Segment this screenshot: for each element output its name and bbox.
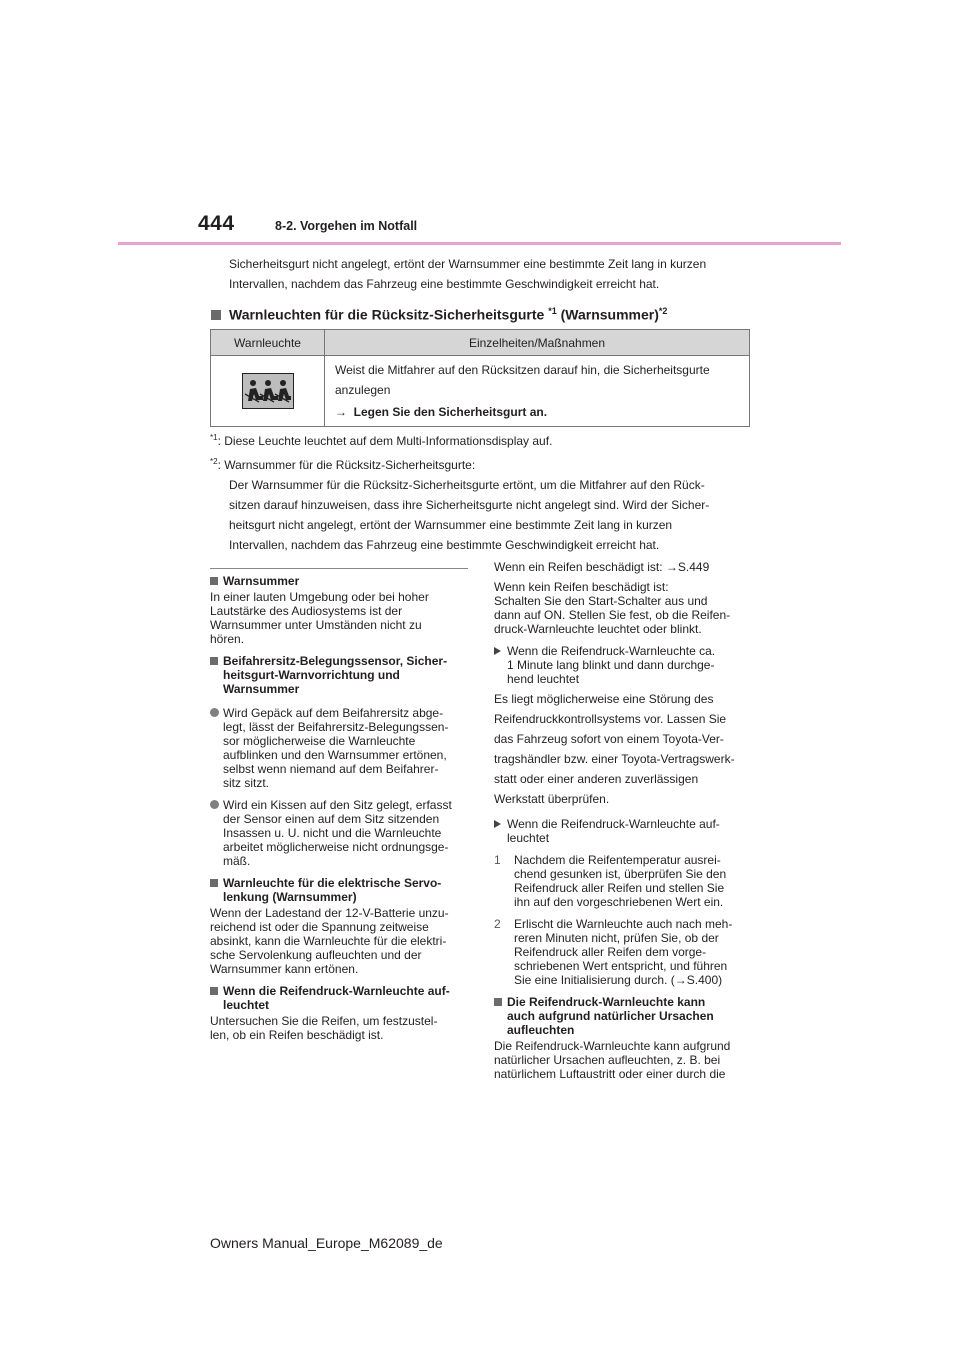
right-column: Wenn ein Reifen beschädigt ist: →S.449 Wenn kein Reifen beschädigt ist: Schalten Sie den Start-Schalter aus und dann auf ON. Stellen Sie fest, ob die Reifen- druck-Warnleuchte leuchtet oder blinkt. Wenn die Reifendruck-Warnleuchte ca. 1 Minute lang blinkt und dann durchge- hend leuchtet Es liegt möglicherweise eine Störung des Reifendruckkontrollsystems vor. Lassen Sie das Fahrzeug sofort von einem Toyota-Ver- tragshändler bzw. einer Toyota-Vertragswerk- statt oder einer anderen zuverlässigen Werkstatt überprüfen. Wenn die Reifendruck-Warnleuchte auf- leuchtet 1 Nachdem die Reifentemperatur ausrei- chend gesunken ist, überprüfen Sie den Reifendruck aller Reifen und stellen Sie ihn auf den vorgeschriebenen Wert ein. 2 Erlischt die Warnleuchte auch nach meh- reren Minuten nicht, prüfen Sie, ob der Reifendruck aller Reifen dem vorge- schriebenen Wert entspricht, und führen Sie eine Initialisierung durch. (→S.400) Die Reifendruck-Warnleuchte kann auch aufgrund natürlicher Ursachen aufleuchten Die Reifendruck-Warnleuchte kann aufgrund natürlicher Ursachen aufleuchten, z. B. bei natürlichem Luftaustritt oder einer durch die: [494, 560, 756, 1081]
subheading-power-steering: Warnleuchte für die elektrische Servo- lenkung (Warnsummer): [210, 876, 472, 904]
table-header: Warnleuchte: [211, 330, 325, 356]
square-bullet-icon: [210, 879, 218, 887]
column-divider: [210, 568, 468, 569]
intro-line: Intervallen, nachdem das Fahrzeug eine bestimmte Geschwindigkeit erreicht hat.: [229, 277, 660, 291]
footer-text: Owners Manual_Europe_M62089_de: [210, 1235, 443, 1251]
step-number: 1: [494, 853, 501, 867]
subheading-warnsummer: Warnsummer: [210, 574, 472, 588]
section-heading: Warnleuchten für die Rücksitz-Sicherheitsgurte $^{*1}$ (Warnsummer)$^{*2}$: [211, 306, 667, 323]
page-number: 444: [198, 212, 235, 235]
page-reference: →S.449: [665, 560, 710, 574]
table-row: [211, 356, 750, 427]
table-header-row: [211, 330, 750, 356]
step-item: 1 Nachdem die Reifentemperatur ausrei- chend gesunken ist, überprüfen Sie den Reifendruck aller Reifen und stellen Sie ihn auf den vorgeschriebenen Wert ein.: [494, 853, 727, 909]
subheading-passenger-sensor: Beifahrersitz-Belegungssensor, Sicher- heitsgurt-Warnvorrichtung und Warnsummer: [210, 654, 472, 696]
tire-damaged-line: Wenn ein Reifen beschädigt ist: →S.449: [494, 560, 710, 574]
header-divider: [118, 242, 841, 245]
warning-light-table: [210, 329, 750, 427]
table-cell-icon: [211, 356, 325, 427]
page-reference-line: Sie eine Initialisierung durch. (→S.400): [514, 973, 723, 987]
footnote-2: $^{*2}$: Warnsummer für die Rücksitz-Sicherheitsgurte: Der Warnsummer für die Rücksitz-Sicherheitsgurte ertönt, um die Mitfahrer auf den Rück- sitzen darauf hinzuweisen, dass ihre Sicherheitsgurte nicht angelegt sind. Wird der Sicher- heitsgurt nicht angelegt, ertönt der Warnsummer eine bestimmte Zeit lang in kurzen Intervallen, nachdem das Fahrzeug eine bestimmte Geschwindigkeit erreicht hat.: [210, 457, 710, 552]
section-title: 8-2. Vorgehen im Notfall: [275, 219, 418, 233]
footnote-1: $^{*1}$: Diese Leuchte leuchtet auf dem Multi-Informationsdisplay auf.: [210, 433, 553, 448]
rear-seatbelt-warning-icon: [242, 373, 294, 409]
condition-item: Wenn die Reifendruck-Warnleuchte auf- leuchtet: [494, 817, 756, 845]
square-bullet-icon: [211, 310, 221, 320]
list-item: Wird ein Kissen auf den Sitz gelegt, erfasst der Sensor einen auf dem Sitz sitzenden Insassen u. U. nicht und die Warnleuchte arbeitet möglicherweise nicht ordnungsge- mäß.: [210, 798, 472, 868]
square-bullet-icon: [494, 998, 502, 1006]
subheading-natural-causes: Die Reifendruck-Warnleuchte kann auch aufgrund natürlicher Ursachen aufleuchten: [494, 995, 756, 1037]
action-text: Legen Sie den Sicherheitsgurt an.: [353, 405, 548, 419]
square-bullet-icon: [210, 657, 218, 665]
step-item: 2 Erlischt die Warnleuchte auch nach meh- reren Minuten nicht, prüfen Sie, ob der Reifendruck aller Reifen dem vorge- schriebenen Wert entspricht, und führen Sie eine Initialisierung durch. (→S.400): [494, 917, 756, 987]
bullet-dot-icon: [210, 708, 219, 717]
arrow-icon: →: [335, 405, 347, 419]
square-bullet-icon: [210, 577, 218, 585]
condition-item: Wenn die Reifendruck-Warnleuchte ca. 1 Minute lang blinkt und dann durchge- hend leuchtet: [494, 644, 756, 686]
intro-paragraph: [229, 254, 769, 294]
bullet-dot-icon: [210, 800, 219, 809]
table-header: Einzelheiten/Maßnahmen: [325, 330, 750, 356]
step-number: 2: [494, 917, 501, 931]
table-cell-details: Weist die Mitfahrer auf den Rücksitzen darauf hin, die Sicherheitsgurte anzulegen → Legen Sie den Sicherheitsgurt an.: [325, 356, 750, 427]
subheading-tire-pressure: Wenn die Reifendruck-Warnleuchte auf- leuchtet: [210, 984, 472, 1012]
triangle-bullet-icon: [494, 820, 501, 828]
list-item: Wird Gepäck auf dem Beifahrersitz abge- legt, lässt der Beifahrersitz-Belegungssen- sor möglicherweise die Warnleuchte aufblinken und den Warnsummer ertönen, selbst wenn niemand auf dem Beifahrer- sitz sitzt.: [210, 706, 472, 790]
triangle-bullet-icon: [494, 647, 501, 655]
intro-line: Sicherheitsgurt nicht angelegt, ertönt der Warnsummer eine bestimmte Zeit lang in kurzen: [229, 257, 707, 271]
left-column: Warnsummer In einer lauten Umgebung oder bei hoher Lautstärke des Audiosystems ist der Warnsummer unter Umständen nicht zu hören. Beifahrersitz-Belegungssensor, Sicher- heitsgurt-Warnvorrichtung und Warnsummer Wird Gepäck auf dem Beifahrersitz abge- legt, lässt der Beifahrersitz-Belegungssen- sor möglicherweise die Warnleuchte aufblinken und den Warnsummer ertönen, selbst wenn niemand auf dem Beifahrer- sitz sitzt. Wird ein Kissen auf den Sitz gelegt, erfasst der Sensor einen auf dem Sitz sitzenden Insassen u. U. nicht und die Warnleuchte arbeitet möglicherweise nicht ordnungsge- mäß. Warnleuchte für die elektrische Servo- lenkung (Warnsummer) Wenn der Ladestand der 12-V-Batterie unzu- reichend ist oder die Spannung zeitweise absinkt, kann die Warnleuchte für die elektri- sche Servolenkung aufleuchten und der Warnsummer kann ertönen. Wenn die Reifendruck-Warnleuchte auf- leuchtet Untersuchen Sie die Reifen, um festzustel- len, ob ein Reifen beschädigt ist.: [210, 574, 472, 1042]
square-bullet-icon: [210, 987, 218, 995]
